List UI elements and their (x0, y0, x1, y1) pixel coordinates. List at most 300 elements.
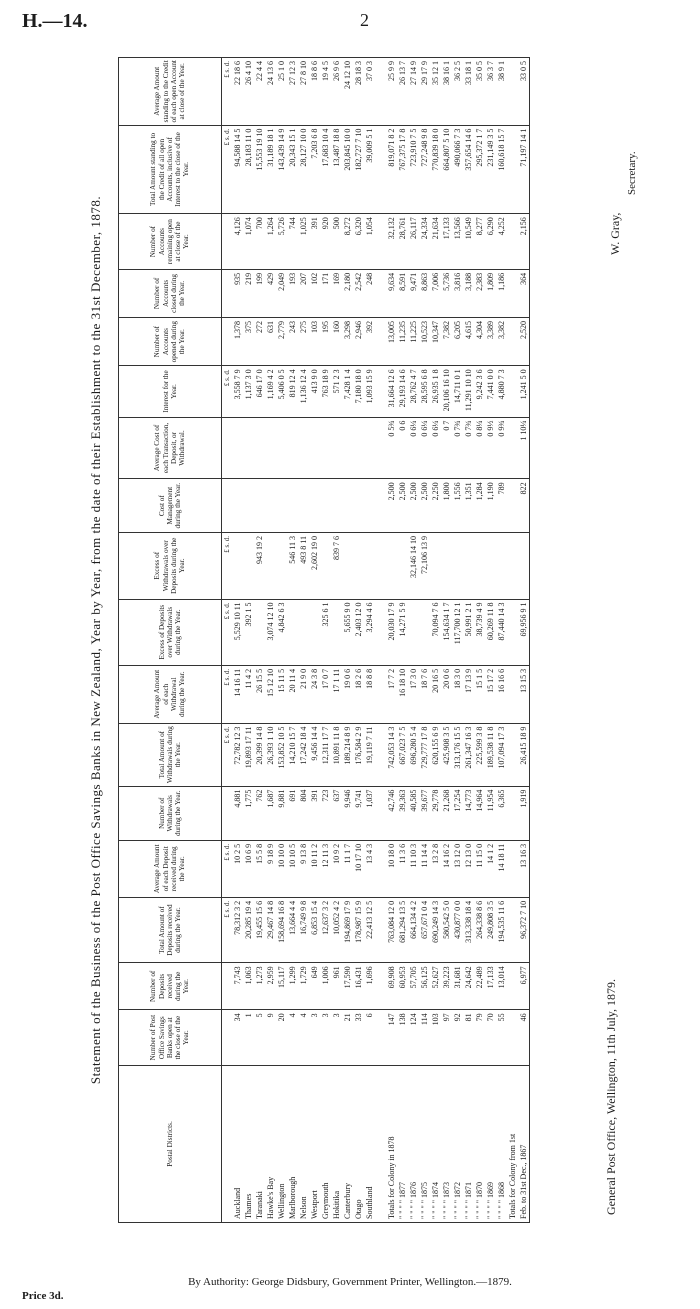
table-cell (375, 533, 386, 600)
table-cell: 742,053 14 3 (386, 723, 397, 786)
table-cell: 13 12 0 (452, 840, 463, 897)
totals-year: 1877 (397, 1181, 407, 1198)
table-cell: 6,365 (496, 786, 507, 840)
table-cell: 10 9 2 (331, 840, 342, 897)
table-cell: 681,294 13 5 (397, 897, 408, 962)
table-cell: 1,378 (232, 317, 243, 365)
table-cell: 69,956 9 1 (518, 599, 530, 665)
table-cell: " " " " 1876 (408, 1066, 419, 1223)
table-cell (518, 533, 530, 600)
table-cell (254, 417, 265, 479)
table-cell: " " " " 1869 (485, 1066, 496, 1223)
table-cell: 4 (287, 1010, 298, 1066)
table-cell: 171 (320, 269, 331, 317)
table-cell: 637 (331, 786, 342, 840)
table-cell: 0 9¾ (496, 417, 507, 479)
table-cell: 0 5¾ (386, 417, 397, 479)
table-cell: 117,700 12 1 (452, 599, 463, 665)
table-cell: 18 7 6 (419, 665, 430, 723)
table-cell: 189,538 11 8 (485, 723, 496, 786)
table-cell: 1 10¼ (518, 417, 530, 479)
signature-title: Secretary. (626, 151, 638, 195)
spacer-row (375, 58, 386, 1223)
table-cell: 3,816 (452, 269, 463, 317)
table-cell: 2,156 (518, 214, 530, 270)
units-row (222, 58, 233, 1223)
table-cell (507, 366, 518, 417)
table-cell: 57,705 (408, 963, 419, 1010)
table-cell: 28,595 6 8 (419, 366, 430, 417)
table-cell: 1,169 4 2 (265, 366, 276, 417)
column-header: Interest for the Year. (119, 366, 222, 417)
table-cell: 60,953 (397, 963, 408, 1010)
table-cell: 6,853 15 4 (309, 897, 320, 962)
table-cell: 20 0 6 (441, 665, 452, 723)
table-cell: 3,188 (463, 269, 474, 317)
table-cell: 357,654 14 6 (463, 125, 474, 214)
table-cell: £ s. d. (222, 723, 233, 786)
table-cell: 822 (518, 479, 530, 533)
table-cell: 15,553 19 10 (254, 125, 265, 214)
table-cell: 4,304 (474, 317, 485, 365)
table-cell: 839 7 6 (331, 533, 342, 600)
table-cell: 28,183 11 0 (243, 125, 254, 214)
table-cell: 2,049 (276, 269, 287, 317)
table-cell: 17 13 9 (463, 665, 474, 723)
table-cell: 22 4 4 (254, 58, 265, 126)
first-period-row (518, 58, 530, 1223)
table-cell: 391 (309, 786, 320, 840)
table-cell (331, 479, 342, 533)
table-cell: 17,254 (452, 786, 463, 840)
column-header: Average Amount of each Withdrawal during the Year. (119, 665, 222, 723)
table-cell: 71,197 14 1 (518, 125, 530, 214)
table-cell: 2,946 (353, 317, 364, 365)
table-cell: 11,954 (485, 786, 496, 840)
totals-year: 1872 (452, 1181, 462, 1198)
table-cell (375, 479, 386, 533)
table-cell (507, 58, 518, 126)
table-cell: 413 9 0 (309, 366, 320, 417)
table-cell: 2,959 (265, 963, 276, 1010)
column-header: Number of Deposits received during the Year. (119, 963, 222, 1010)
table-cell: 7,180 18 0 (353, 366, 364, 417)
table-cell: 107,094 17 3 (496, 723, 507, 786)
table-cell: 7,743 (232, 963, 243, 1010)
table-cell: 804 (298, 786, 309, 840)
table-cell: 26 13 7 (397, 58, 408, 126)
table-cell: 920 (320, 214, 331, 270)
table-cell: 763 18 9 (320, 366, 331, 417)
table-cell: 10,549 (463, 214, 474, 270)
table-cell (375, 1066, 386, 1223)
column-header: Total Amount of Withdrawals during the Year. (119, 723, 222, 786)
table-cell: 24 13 6 (265, 58, 276, 126)
table-cell: 9,741 (353, 786, 364, 840)
table-cell: 16 16 6 (496, 665, 507, 723)
table-cell: 3 (309, 1010, 320, 1066)
table-cell: 24 12 10 (342, 58, 353, 126)
table-cell (507, 1010, 518, 1066)
table-cell: 15 17 2 (485, 665, 496, 723)
table-cell (375, 417, 386, 479)
table-row (232, 58, 243, 1223)
table-cell: 50,991 2 1 (463, 599, 474, 665)
table-cell: 24,334 (419, 214, 430, 270)
table-cell: £ s. d. (222, 366, 233, 417)
table-row (265, 58, 276, 1223)
table-cell: 0 7¾ (452, 417, 463, 479)
table-cell (342, 479, 353, 533)
dated-line: General Post Office, Wellington, 11th July, 1879. (604, 978, 618, 1215)
table-cell: 16,749 9 8 (298, 897, 309, 962)
table-cell: 7,428 1 4 (342, 366, 353, 417)
table-cell: 631 (265, 317, 276, 365)
table-cell: Totals for Colony from 1st (507, 1066, 518, 1223)
table-cell: 9,471 (408, 269, 419, 317)
table-cell: 225,599 3 8 (474, 723, 485, 786)
table-cell: 2,542 (353, 269, 364, 317)
table-cell: 114 (419, 1010, 430, 1066)
table-cell: 295,372 1 7 (474, 125, 485, 214)
table-cell: 375 (243, 317, 254, 365)
table-cell: 4,880 7 3 (496, 366, 507, 417)
table-cell: 28 18 3 (353, 58, 364, 126)
table-cell: 2,500 (386, 479, 397, 533)
table-cell: 2,779 (276, 317, 287, 365)
table-cell: 13 2 8 (430, 840, 441, 897)
totals-year: 1869 (485, 1181, 495, 1198)
table-cell: 11 14 4 (419, 840, 430, 897)
table-cell: 79 (474, 1010, 485, 1066)
table-cell: 20,399 14 8 (254, 723, 265, 786)
table-cell: 4 (298, 1010, 309, 1066)
table-cell (507, 723, 518, 786)
table-cell (507, 599, 518, 665)
table-cell: 3,389 (485, 317, 496, 365)
table-cell (507, 897, 518, 962)
table-cell: 103 (430, 1010, 441, 1066)
table-cell: 767,375 17 8 (397, 125, 408, 214)
table-cell: 935 (232, 269, 243, 317)
table-cell: 1,351 (463, 479, 474, 533)
table-cell: 364 (518, 269, 530, 317)
table-cell: 72,782 12 3 (232, 723, 243, 786)
table-cell: 70,094 7 6 (430, 599, 441, 665)
page-reference: H.—14. (22, 10, 88, 32)
table-cell (320, 479, 331, 533)
table-cell: 10 11 2 (309, 840, 320, 897)
table-cell: 20,030 17 9 (386, 599, 397, 665)
table-cell (507, 840, 518, 897)
table-cell: 24,642 (463, 963, 474, 1010)
table-cell: 70 (485, 1010, 496, 1066)
table-cell: 24 3 8 (309, 665, 320, 723)
table-cell: 1,054 (364, 214, 375, 270)
table-cell: 272 (254, 317, 265, 365)
table-cell: 9 13 8 (298, 840, 309, 897)
table-cell (375, 786, 386, 840)
table-cell: 0 7 (441, 417, 452, 479)
table-cell: 21 (342, 1010, 353, 1066)
table-cell: £ s. d. (222, 58, 233, 126)
table-cell: 392 1 5 (243, 599, 254, 665)
table-cell: 14,773 (463, 786, 474, 840)
table-cell: 219 (243, 269, 254, 317)
table-cell: 195 (320, 317, 331, 365)
table-cell: 17,683 10 4 (320, 125, 331, 214)
table-cell: 770,839 18 0 (430, 125, 441, 214)
table-cell: 10 6 9 (243, 840, 254, 897)
table-cell: Wellington (276, 1066, 287, 1223)
table-cell: 1,775 (243, 786, 254, 840)
table-cell: 0 9½ (485, 417, 496, 479)
table-cell: 147 (386, 1010, 397, 1066)
table-cell (507, 786, 518, 840)
table-cell: 11,225 (408, 317, 419, 365)
table-cell: Taranaki (254, 1066, 265, 1223)
table-cell: 943 19 2 (254, 533, 265, 600)
table-cell: Southland (364, 1066, 375, 1223)
table-cell: 1,190 (485, 479, 496, 533)
table-cell (375, 963, 386, 1010)
table-cell (254, 479, 265, 533)
table-cell: 92 (452, 1010, 463, 1066)
table-cell: 11,235 (397, 317, 408, 365)
table-cell: 12,637 3 2 (320, 897, 331, 962)
table-cell: 961 (331, 963, 342, 1010)
table-cell (463, 533, 474, 600)
table-cell: 691 (287, 786, 298, 840)
table-cell (353, 533, 364, 600)
table-row (364, 58, 375, 1223)
table-body (222, 58, 530, 1223)
table-cell: 6,320 (353, 214, 364, 270)
table-cell (419, 599, 430, 665)
table-cell: 1,186 (496, 269, 507, 317)
table-cell: 1,919 (518, 786, 530, 840)
table-cell (375, 58, 386, 126)
table-cell: 14 1 2 (485, 840, 496, 897)
table-row (309, 58, 320, 1223)
table-cell: 819,071 8 2 (386, 125, 397, 214)
table-cell: 4,252 (496, 214, 507, 270)
table-cell: 15 12 10 (265, 665, 276, 723)
table-cell: 26 9 6 (331, 58, 342, 126)
table-cell (287, 599, 298, 665)
table-cell: 664,134 4 2 (408, 897, 419, 962)
table-cell: 39,363 (397, 786, 408, 840)
table-cell (507, 417, 518, 479)
table-cell: 34 (232, 1010, 243, 1066)
table-cell: 55 (496, 1010, 507, 1066)
table-cell: 31,681 (452, 963, 463, 1010)
table-cell (254, 599, 265, 665)
totals-row (397, 58, 408, 1223)
table-cell: 4,842 6 3 (276, 599, 287, 665)
table-cell: 8,591 (397, 269, 408, 317)
table-cell: 490,066 7 3 (452, 125, 463, 214)
table-cell: Thames (243, 1066, 254, 1223)
table-cell: 20 (276, 1010, 287, 1066)
table-cell: 1,093 15 9 (364, 366, 375, 417)
table-row (353, 58, 364, 1223)
table-cell: £ s. d. (222, 533, 233, 600)
table-cell: " " " " 1870 (474, 1066, 485, 1223)
table-cell (232, 533, 243, 600)
table-cell (287, 479, 298, 533)
table-cell (222, 269, 233, 317)
table-cell: 18 8 8 (364, 665, 375, 723)
table-cell: 8,277 (474, 214, 485, 270)
table-cell (298, 417, 309, 479)
table-cell: 182,727 7 10 (353, 125, 364, 214)
table-cell: 430,877 0 0 (452, 897, 463, 962)
table-cell: 96,372 7 10 (518, 897, 530, 962)
table-cell: 138 (397, 1010, 408, 1066)
table-cell: 13 15 3 (518, 665, 530, 723)
column-header: Excess of Deposits over Withdrawals during the Year. (119, 599, 222, 665)
table-cell (320, 533, 331, 600)
table-cell (309, 599, 320, 665)
totals-row (452, 58, 463, 1223)
column-header: Excess of Withdrawals over Deposits during the Year. (119, 533, 222, 600)
table-cell: 580,542 5 0 (441, 897, 452, 962)
totals-row (441, 58, 452, 1223)
totals-year: 1876 (408, 1181, 418, 1198)
table-cell: 231,149 3 5 (485, 125, 496, 214)
table-cell: 727,248 9 8 (419, 125, 430, 214)
table-cell: 1,025 (298, 214, 309, 270)
table-cell: 3 (331, 1010, 342, 1066)
table-row (254, 58, 265, 1223)
table-cell (222, 214, 233, 270)
column-header: Average Cost of each Transaction, Deposit, or Withdrawal. (119, 417, 222, 479)
table-cell: 10 10 5 (287, 840, 298, 897)
table-cell: 10,347 (430, 317, 441, 365)
statement-title: Statement of the Business of the Post Office Savings Banks in New Zealand, Year by Year, from the date of their Establishment to the 31st December, 1878. (88, 195, 103, 1085)
table-cell: 1,273 (254, 963, 265, 1010)
table-cell: 39,009 5 1 (364, 125, 375, 214)
table-cell: 13,487 18 8 (331, 125, 342, 214)
price: Price 3d. (22, 1290, 64, 1302)
table-cell: 94,588 14 5 (232, 125, 243, 214)
table-cell (309, 479, 320, 533)
table-cell: 176,584 2 9 (353, 723, 364, 786)
table-cell: 5,406 0 5 (276, 366, 287, 417)
table-cell: 723 (320, 786, 331, 840)
table-cell: " " " " 1874 (430, 1066, 441, 1223)
table-cell: Auckland (232, 1066, 243, 1223)
table-cell: 1,063 (243, 963, 254, 1010)
table-cell: 13 4 3 (364, 840, 375, 897)
table-cell: 13,014 (496, 963, 507, 1010)
table-cell: Westport (309, 1066, 320, 1223)
table-cell (265, 417, 276, 479)
table-cell: 1,687 (265, 786, 276, 840)
table-cell: " " " " 1871 (463, 1066, 474, 1223)
column-header: Average Amount of each Deposit received during the Year. (119, 840, 222, 897)
table-cell (375, 599, 386, 665)
column-header: Number of Accounts remaining open at close of the Year. (119, 214, 222, 270)
table-cell: 11 15 0 (474, 840, 485, 897)
totals-row (463, 58, 474, 1223)
table-cell (342, 417, 353, 479)
table-cell: 1,284 (474, 479, 485, 533)
table-cell: 14 18 11 (496, 840, 507, 897)
table-cell: 26 4 10 (243, 58, 254, 126)
table-cell: 19,455 15 6 (254, 897, 265, 962)
table-cell: 3 (320, 1010, 331, 1066)
table-cell: 762 (254, 786, 265, 840)
table-cell: 0 6 (397, 417, 408, 479)
table-cell: 26,393 1 10 (265, 723, 276, 786)
table-cell (397, 533, 408, 600)
table-cell: 29 17 9 (419, 58, 430, 126)
table-cell: 158,694 16 8 (276, 897, 287, 962)
table-cell: 20,343 15 1 (287, 125, 298, 214)
table-row (287, 58, 298, 1223)
table-cell: 19 0 6 (342, 665, 353, 723)
table-cell: 60,269 11 8 (485, 599, 496, 665)
table-cell: 1,137 3 0 (243, 366, 254, 417)
table-cell (474, 533, 485, 600)
table-cell: " " " " 1873 (441, 1066, 452, 1223)
header-row (119, 58, 222, 1223)
printer-authority: By Authority: George Didsbury, Government Printer, Wellington.—1879. (188, 1276, 512, 1288)
table-cell: 0 8¼ (474, 417, 485, 479)
table-cell: 26,935 1 8 (430, 366, 441, 417)
table-cell (441, 533, 452, 600)
table-cell (298, 599, 309, 665)
table-cell: 571 2 3 (331, 366, 342, 417)
table-cell: 28,127 10 0 (298, 125, 309, 214)
table-cell (243, 479, 254, 533)
table-cell: 46 (518, 1010, 530, 1066)
table-cell: 11 10 3 (408, 840, 419, 897)
table-cell: 19,119 7 11 (364, 723, 375, 786)
totals-row (474, 58, 485, 1223)
table-cell: 1,729 (298, 963, 309, 1010)
table-cell: 18 2 6 (353, 665, 364, 723)
table-cell: 313,338 18 4 (463, 897, 474, 962)
table-cell (375, 366, 386, 417)
table-cell (320, 417, 331, 479)
table-cell: 37 0 3 (364, 58, 375, 126)
table-cell: 21,634 (430, 214, 441, 270)
table-cell: 6,977 (518, 963, 530, 1010)
totals-row (408, 58, 419, 1223)
table-cell: 17 3 0 (408, 665, 419, 723)
table-cell: 17,242 18 4 (298, 723, 309, 786)
table-cell: 763,084 12 0 (386, 897, 397, 962)
table-cell: 13,664 4 4 (287, 897, 298, 962)
table-cell: 33 (353, 1010, 364, 1066)
table-cell: 18 3 0 (452, 665, 463, 723)
table-cell: 11 4 2 (243, 665, 254, 723)
column-header: Number of Accounts opened during the Year. (119, 317, 222, 365)
table-cell: 275 (298, 317, 309, 365)
table-cell: 1,037 (364, 786, 375, 840)
table-cell (222, 479, 233, 533)
table-cell: 493 8 11 (298, 533, 309, 600)
table-cell (342, 533, 353, 600)
table-cell: 15 11 5 (276, 665, 287, 723)
table-cell: 56,125 (419, 963, 430, 1010)
table-cell: 429 (265, 269, 276, 317)
table-cell: 78,312 3 2 (232, 897, 243, 962)
table-cell (364, 479, 375, 533)
